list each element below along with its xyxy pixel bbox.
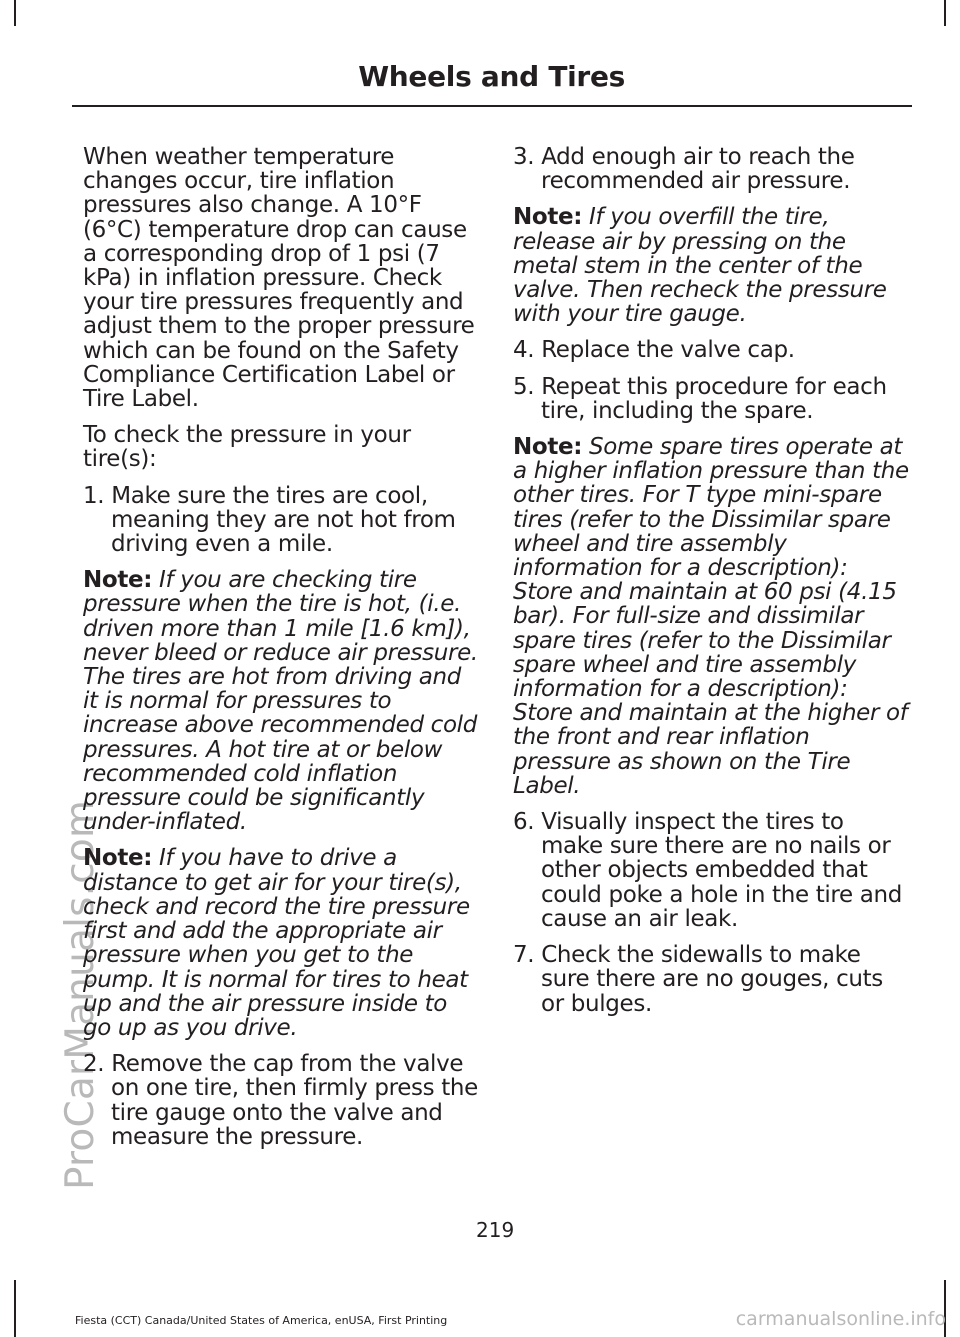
note-label: Note: <box>513 204 583 231</box>
crop-mark <box>14 0 16 26</box>
site-watermark: carmanualsonline.info <box>735 1308 946 1330</box>
header-divider <box>72 105 912 107</box>
crop-mark <box>944 0 946 26</box>
body-paragraph: To check the pressure in your tire(s): <box>83 422 411 473</box>
left-column <box>83 145 479 1161</box>
step-item: 5. Repeat this procedure for each tire, including the spare. <box>513 373 887 424</box>
step-item: 3. Add enough air to reach the recommended air pressure. <box>513 144 855 195</box>
note-text: If you are checking tire pressure when the tire is hot, (i.e. driven more than 1 mile [1.6 km]), never bleed or reduce air pressure. The tires are hot from driving and it is normal for pressures to increase above recommended cold pressures. A hot tire at or below recommended cold inflation pressure could be significantly under-inflated. <box>83 567 478 836</box>
note-paragraph <box>513 205 909 326</box>
body-paragraph: When weather temperature changes occur, tire inflation pressures also change. A 10°F (6°C) temperature drop can cause a corresponding drop of 1 psi (7 kPa) in inflation pressure. Check your tire pressures frequently and adjust them to the proper pressure which can be found on the Safety Compliance Certification Label or Tire Label. <box>83 144 475 413</box>
step-item: 1. Make sure the tires are cool, meaning they are not hot from driving even a mile. <box>83 482 456 558</box>
note-label: Note: <box>513 434 583 461</box>
print-info: Fiesta (CCT) Canada/United States of America, enUSA, First Printing <box>75 1314 448 1327</box>
step-item: 2. Remove the cap from the valve on one tire, then firmly press the tire gauge onto the valve and measure the pressure. <box>83 1051 478 1150</box>
note-text: If you have to drive a distance to get air for your tire(s), check and record the tire pressure first and add the appropriate air pressure when you get to the pump. It is normal for tires to heat up and the air pressure inside to go up as you drive. <box>83 845 470 1041</box>
step-item: 6. Visually inspect the tires to make sure there are no nails or other objects embedded that could poke a hole in the tire and cause an air leak. <box>513 809 903 932</box>
page-number: 219 <box>476 1218 515 1242</box>
crop-mark <box>14 1280 16 1337</box>
note-text: Some spare tires operate at a higher inflation pressure than the other tires. For T type mini-spare tires (refer to the Dissimilar spare wheel and tire assembly information for a description): Store and maintain at 60 psi (4.15 bar). For full-size and dissimilar spare tires (refer to the Dissimilar spare wheel and tire assembly information for a description): Store and maintain at the higher of the front and rear inflation pressure as shown on the Tire Label. <box>513 434 909 799</box>
note-label: Note: <box>83 845 153 872</box>
note-text: If you overfill the tire, release air by pressing on the metal stem in the center of the valve. Then recheck the pressure with your tire gauge. <box>513 204 887 328</box>
watermark: ProCarManuals.com <box>58 799 103 1190</box>
right-column <box>513 145 909 1028</box>
note-paragraph <box>83 846 479 1040</box>
note-paragraph <box>513 435 909 798</box>
note-paragraph <box>83 568 479 834</box>
page-title: Wheels and Tires <box>358 60 625 93</box>
step-item: 4. Replace the valve cap. <box>513 337 795 364</box>
step-item: 7. Check the sidewalls to make sure there are no gouges, cuts or bulges. <box>513 942 883 1017</box>
note-label: Note: <box>83 567 153 594</box>
